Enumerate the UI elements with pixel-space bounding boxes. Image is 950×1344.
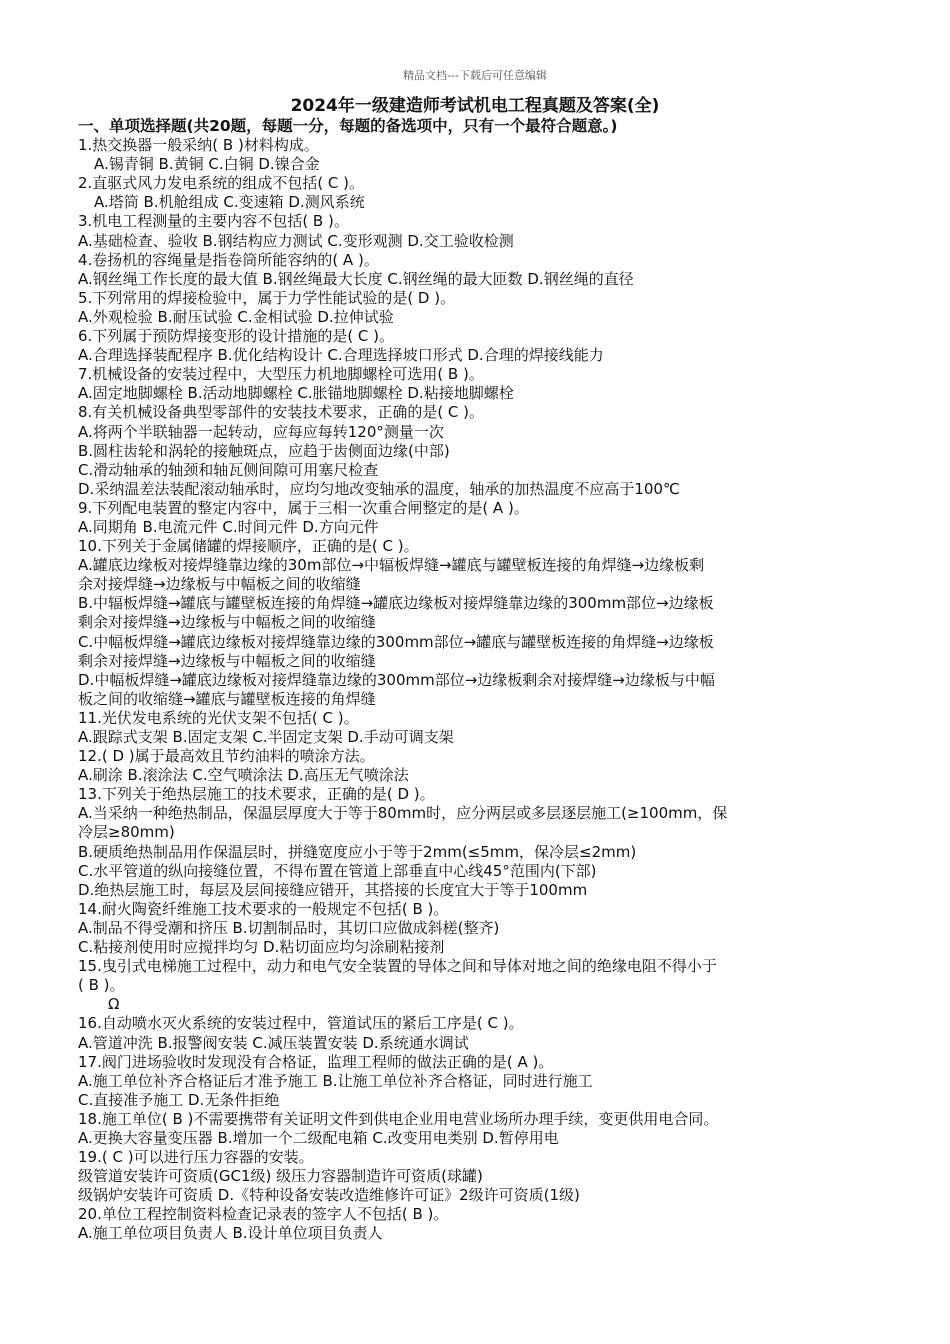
- text-line: 15.曳引式电梯施工过程中，动力和电气安全装置的导体之间和导体对地之间的绝缘电阻不得小于: [78, 957, 717, 976]
- text-line: A.同期角 B.电流元件 C.时间元件 D.方向元件: [78, 517, 379, 536]
- text-line: 17.阀门进场验收时发现没有合格证，监理工程师的做法正确的是( A )。: [78, 1052, 554, 1071]
- text-line: 8.有关机械设备典型零部件的安装技术要求，正确的是( C )。: [78, 403, 485, 422]
- text-line: 12.( D )属于最高效且节约油料的喷涂方法。: [78, 747, 375, 766]
- text-line: D.绝热层施工时，每层及层间接缝应错开，其搭接的长度宜大于等于100mm: [78, 880, 588, 899]
- text-line: 剩余对接焊缝→边缘板与中幅板之间的收缩缝: [78, 613, 376, 632]
- text-line: 16.自动喷水灭火系统的安装过程中，管道试压的紧后工序是( C )。: [78, 1014, 524, 1033]
- text-line: A.锡青铜 B.黄铜 C.白铜 D.镍合金: [94, 155, 320, 174]
- text-line: 19.( C )可以进行压力容器的安装。: [78, 1148, 314, 1167]
- text-line: D.采纳温差法装配滚动轴承时，应均匀地改变轴承的温度，轴承的加热温度不应高于100℃: [78, 479, 680, 498]
- text-line: B.硬质绝热制品用作保温层时，拼缝宽度应小于等于2mm(≤5mm，保冷层≤2mm): [78, 842, 637, 861]
- text-line: 13.下列关于绝热层施工的技术要求，正确的是( D )。: [78, 785, 435, 804]
- text-line: A.当采纳一种绝热制品，保温层厚度大于等于80mm时，应分两层或多层逐层施工(≥100mm，保: [78, 804, 728, 823]
- text-line: A.更换大容量变压器 B.增加一个二级配电箱 C.改变用电类别 D.暂停用电: [78, 1128, 559, 1147]
- header-note: 精品文档---下载后可任意编辑: [403, 69, 547, 82]
- text-line: 冷层≥80mm): [78, 823, 175, 842]
- text-line: B.中辐板焊缝→罐底与罐壁板连接的角焊缝→罐底边缘板对接焊缝靠边缘的300mm部位→边缘板: [78, 594, 714, 613]
- document-body: [78, 117, 893, 1244]
- text-line: A.跟踪式支架 B.固定支架 C.半固定支架 D.手动可调支架: [78, 728, 454, 746]
- text-line: 7.机械设备的安装过程中，大型压力机地脚螺栓可选用( B )。: [78, 365, 484, 384]
- text-line: A.将两个半联轴器一起转动，应每应每转120°测量一次: [78, 422, 444, 441]
- text-line: 6.下列属于预防焊接变形的设计措施的是( C )。: [78, 327, 395, 346]
- text-line: A.罐底边缘板对接焊缝靠边缘的30m部位→中辐板焊缝→罐底与罐壁板连接的角焊缝→边缘板剩: [78, 556, 705, 575]
- text-line: C.直接准予施工 D.无条件拒绝: [78, 1090, 280, 1109]
- section-heading: 一、单项选择题(共20题，每题一分，每题的备选项中，只有一个最符合题意。): [78, 117, 618, 135]
- text-line: 1.热交换器一般采纳( B )材料构成。: [78, 136, 319, 155]
- text-line: A.管道冲洗 B.报警阀安装 C.减压装置安装 D.系统通水调试: [78, 1033, 469, 1052]
- text-line: A.施工单位补齐合格证后才准予施工 B.让施工单位补齐合格证，同时进行施工: [78, 1071, 593, 1090]
- text-line: 18.施工单位( B )不需要携带有关证明文件到供电企业用电营业场所办理手续，变更供用电合同。: [78, 1109, 719, 1128]
- text-line: 10.下列关于金属储罐的焊接顺序，正确的是( C )。: [78, 537, 419, 556]
- text-line: C.中幅板焊缝→罐底边缘板对接焊缝靠边缘的300mm部位→罐底与罐壁板连接的角焊缝→边缘板: [78, 632, 714, 651]
- text-line: C.滑动轴承的轴颈和轴瓦侧间隙可用塞尺检查: [78, 460, 379, 479]
- text-line: A.合理选择装配程序 B.优化结构设计 C.合理选择坡口形式 D.合理的焊接线能力: [78, 346, 604, 365]
- text-line: A.塔筒 B.机舱组成 C.变速箱 D.测风系统: [94, 193, 365, 212]
- text-line: 20.单位工程控制资料检查记录表的签字人不包括( B )。: [78, 1205, 449, 1224]
- text-line: Ω: [108, 995, 120, 1014]
- text-line: C.粘接剂使用时应搅拌均匀 D.粘切面应均匀涂刷粘接剂: [78, 938, 445, 957]
- text-line: A.制品不得受潮和挤压 B.切割制品时，其切口应做成斜槎(整齐): [78, 918, 500, 937]
- text-line: 9.下列配电装置的整定内容中，属于三相一次重合闸整定的是( A )。: [78, 498, 529, 517]
- text-line: 3.机电工程测量的主要内容不包括( B )。: [78, 212, 349, 231]
- text-line: 余对接焊缝→边缘板与中幅板之间的收缩缝: [78, 575, 361, 594]
- text-line: A.基础检查、验收 B.钢结构应力测试 C.变形观测 D.交工验收检测: [78, 231, 514, 250]
- text-line: 板之间的收缩缝→罐底与罐壁板连接的角焊缝: [78, 689, 376, 708]
- text-line: A.刷涂 B.滚涂法 C.空气喷涂法 D.高压无气喷涂法: [78, 766, 409, 785]
- text-line: 14.耐火陶瓷纤维施工技术要求的一般规定不包括( B )。: [78, 899, 449, 918]
- text-line: ( B )。: [78, 976, 125, 995]
- text-line: 级锅炉安装许可资质 D.《特种设备安装改造维修许可证》2级许可资质(1级): [78, 1186, 580, 1205]
- text-line: B.圆柱齿轮和涡轮的接触斑点，应趋于齿侧面边缘(中部): [78, 441, 450, 460]
- text-line: 2.直驱式风力发电系统的组成不包括( C )。: [78, 174, 365, 193]
- text-line: D.中幅板焊缝→罐底边缘板对接焊缝靠边缘的300mm部位→边缘板剩余对接焊缝→边缘板与中幅: [78, 670, 715, 689]
- document-title: 2024年一级建造师考试机电工程真题及答案(全): [290, 96, 660, 116]
- text-line: A.钢丝绳工作长度的最大值 B.钢丝绳最大长度 C.钢丝绳的最大匝数 D.钢丝绳的直径: [78, 269, 634, 288]
- text-line: 级管道安装许可资质(GC1级) 级压力容器制造许可资质(球罐): [78, 1167, 483, 1186]
- text-line: 11.光伏发电系统的光伏支架不包括( C )。: [78, 708, 359, 727]
- text-line: 5.下列常用的焊接检验中，属于力学性能试验的是( D )。: [78, 288, 456, 307]
- text-line: A.外观检验 B.耐压试验 C.金相试验 D.拉伸试验: [78, 307, 394, 326]
- text-line: 剩余对接焊缝→边缘板与中幅板之间的收缩缝: [78, 651, 376, 670]
- text-line: C.水平管道的纵向接缝位置，不得布置在管道上部垂直中心线45°范围内(下部): [78, 861, 597, 880]
- text-line: A.固定地脚螺栓 B.活动地脚螺栓 C.胀锚地脚螺栓 D.粘接地脚螺栓: [78, 384, 514, 403]
- text-line: A.施工单位项目负责人 B.设计单位项目负责人: [78, 1224, 383, 1243]
- text-line: 4.卷扬机的容绳量是指卷筒所能容纳的( A )。: [78, 250, 379, 269]
